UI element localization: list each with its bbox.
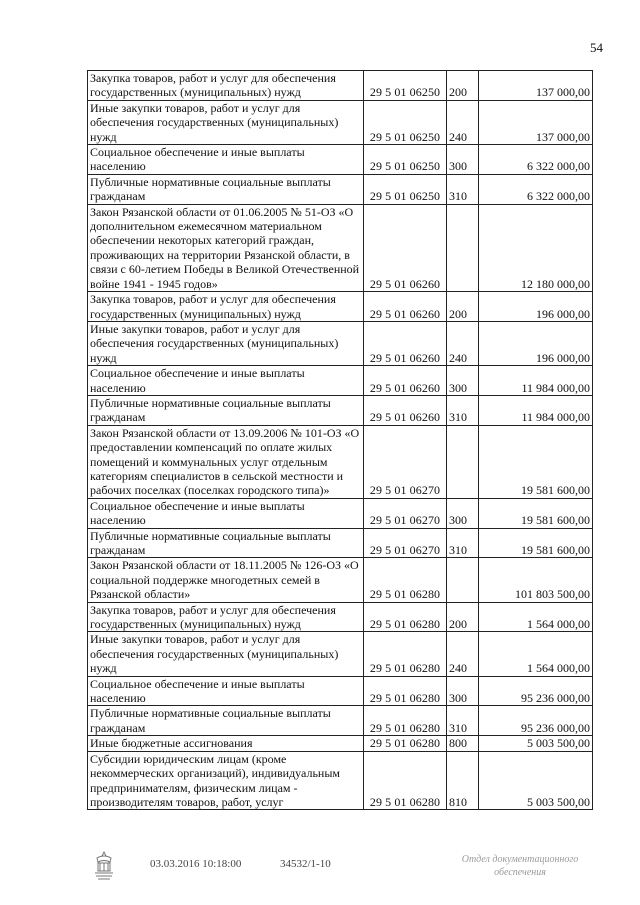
row-expense-type <box>447 204 479 291</box>
row-expense-type: 300 <box>447 498 479 528</box>
table-row <box>88 321 593 365</box>
row-code: 29 5 01 06260 <box>364 204 447 291</box>
table-row <box>88 71 593 101</box>
row-expense-type: 310 <box>447 528 479 558</box>
row-expense-type: 200 <box>447 71 479 101</box>
table-row <box>88 676 593 706</box>
row-code: 29 5 01 06270 <box>364 498 447 528</box>
row-amount: 11 984 000,00 <box>479 366 593 396</box>
row-amount: 1 564 000,00 <box>479 602 593 632</box>
row-name: Закупка товаров, работ и услуг для обеспечения государственных (муниципальных) нужд <box>88 71 364 101</box>
row-expense-type: 240 <box>447 321 479 365</box>
row-amount: 95 236 000,00 <box>479 706 593 736</box>
row-expense-type: 300 <box>447 145 479 175</box>
row-name: Публичные нормативные социальные выплаты гражданам <box>88 528 364 558</box>
table-row <box>88 174 593 204</box>
table-row <box>88 366 593 396</box>
row-code: 29 5 01 06250 <box>364 100 447 144</box>
row-name: Закон Рязанской области от 13.09.2006 № 101-ОЗ «О предоставлении компенсаций по оплате жилых помещений и коммунальных услуг отдельным категориям специалистов в сельской местности и рабочих поселках (поселках городского типа)» <box>88 425 364 498</box>
row-amount: 19 581 600,00 <box>479 498 593 528</box>
row-expense-type: 310 <box>447 395 479 425</box>
row-name: Субсидии юридическим лицам (кроме некоммерческих организаций), индивидуальным предпринимателям, физическим лицам - производителям товаров, работ, услуг <box>88 751 364 810</box>
row-expense-type: 310 <box>447 706 479 736</box>
row-code: 29 5 01 06260 <box>364 366 447 396</box>
row-name: Закупка товаров, работ и услуг для обеспечения государственных (муниципальных) нужд <box>88 292 364 322</box>
row-amount: 19 581 600,00 <box>479 425 593 498</box>
row-name: Социальное обеспечение и иные выплаты населению <box>88 676 364 706</box>
row-code: 29 5 01 06270 <box>364 425 447 498</box>
row-amount: 101 803 500,00 <box>479 558 593 602</box>
row-name: Иные закупки товаров, работ и услуг для обеспечения государственных (муниципальных) нужд <box>88 321 364 365</box>
row-expense-type: 800 <box>447 736 479 751</box>
table-row <box>88 292 593 322</box>
row-name: Публичные нормативные социальные выплаты гражданам <box>88 395 364 425</box>
row-expense-type: 200 <box>447 602 479 632</box>
table-row <box>88 558 593 602</box>
row-amount: 196 000,00 <box>479 321 593 365</box>
footer-doc-number: 34532/1-10 <box>280 858 331 870</box>
row-amount: 11 984 000,00 <box>479 395 593 425</box>
row-name: Социальное обеспечение и иные выплаты населению <box>88 145 364 175</box>
table-row <box>88 395 593 425</box>
table-row <box>88 736 593 751</box>
row-name: Закон Рязанской области от 18.11.2005 № 126-ОЗ «О социальной поддержке многодетных семей в Рязанской области» <box>88 558 364 602</box>
row-amount: 19 581 600,00 <box>479 528 593 558</box>
table-row <box>88 425 593 498</box>
row-code: 29 5 01 06270 <box>364 528 447 558</box>
row-name: Публичные нормативные социальные выплаты гражданам <box>88 706 364 736</box>
table-row <box>88 100 593 144</box>
row-amount: 137 000,00 <box>479 100 593 144</box>
row-code: 29 5 01 06280 <box>364 706 447 736</box>
row-expense-type: 200 <box>447 292 479 322</box>
row-name: Закон Рязанской области от 01.06.2005 № 51-ОЗ «О дополнительном ежемесячном материальном обеспечении некоторых категорий граждан, проживающих на территории Рязанской области, в связи с 60-летием Победы в Великой Отечественной войне 1941 - 1945 годов» <box>88 204 364 291</box>
row-name: Иные бюджетные ассигнования <box>88 736 364 751</box>
row-expense-type: 810 <box>447 751 479 810</box>
row-code: 29 5 01 06250 <box>364 71 447 101</box>
footer-date: 03.03.2016 10:18:00 <box>150 858 242 870</box>
table-row <box>88 204 593 291</box>
budget-table-body <box>88 71 593 810</box>
table-row <box>88 751 593 810</box>
row-amount: 5 003 500,00 <box>479 736 593 751</box>
row-amount: 12 180 000,00 <box>479 204 593 291</box>
table-row <box>88 706 593 736</box>
row-expense-type: 240 <box>447 632 479 676</box>
row-code: 29 5 01 06250 <box>364 174 447 204</box>
row-amount: 5 003 500,00 <box>479 751 593 810</box>
row-code: 29 5 01 06260 <box>364 395 447 425</box>
row-amount: 1 564 000,00 <box>479 632 593 676</box>
row-amount: 137 000,00 <box>479 71 593 101</box>
row-name: Социальное обеспечение и иные выплаты населению <box>88 498 364 528</box>
table-row <box>88 602 593 632</box>
row-amount: 95 236 000,00 <box>479 676 593 706</box>
table-row <box>88 528 593 558</box>
row-code: 29 5 01 06280 <box>364 558 447 602</box>
row-code: 29 5 01 06280 <box>364 602 447 632</box>
budget-table <box>87 70 593 810</box>
row-expense-type <box>447 558 479 602</box>
row-expense-type <box>447 425 479 498</box>
row-name: Иные закупки товаров, работ и услуг для обеспечения государственных (муниципальных) нужд <box>88 100 364 144</box>
row-amount: 6 322 000,00 <box>479 145 593 175</box>
row-name: Закупка товаров, работ и услуг для обеспечения государственных (муниципальных) нужд <box>88 602 364 632</box>
row-amount: 6 322 000,00 <box>479 174 593 204</box>
row-code: 29 5 01 06250 <box>364 145 447 175</box>
row-code: 29 5 01 06280 <box>364 736 447 751</box>
page-number: 54 <box>590 40 603 55</box>
row-code: 29 5 01 06280 <box>364 632 447 676</box>
row-code: 29 5 01 06280 <box>364 676 447 706</box>
row-amount: 196 000,00 <box>479 292 593 322</box>
row-name: Иные закупки товаров, работ и услуг для обеспечения государственных (муниципальных) нужд <box>88 632 364 676</box>
row-name: Социальное обеспечение и иные выплаты населению <box>88 366 364 396</box>
table-row <box>88 145 593 175</box>
row-expense-type: 300 <box>447 366 479 396</box>
table-row <box>88 632 593 676</box>
row-expense-type: 310 <box>447 174 479 204</box>
row-expense-type: 300 <box>447 676 479 706</box>
row-code: 29 5 01 06260 <box>364 292 447 322</box>
department-stamp: Отдел документационного обеспечения <box>461 854 579 878</box>
row-name: Публичные нормативные социальные выплаты гражданам <box>88 174 364 204</box>
row-expense-type: 240 <box>447 100 479 144</box>
row-code: 29 5 01 06280 <box>364 751 447 810</box>
table-row <box>88 498 593 528</box>
row-code: 29 5 01 06260 <box>364 321 447 365</box>
coat-of-arms-icon <box>86 848 122 884</box>
